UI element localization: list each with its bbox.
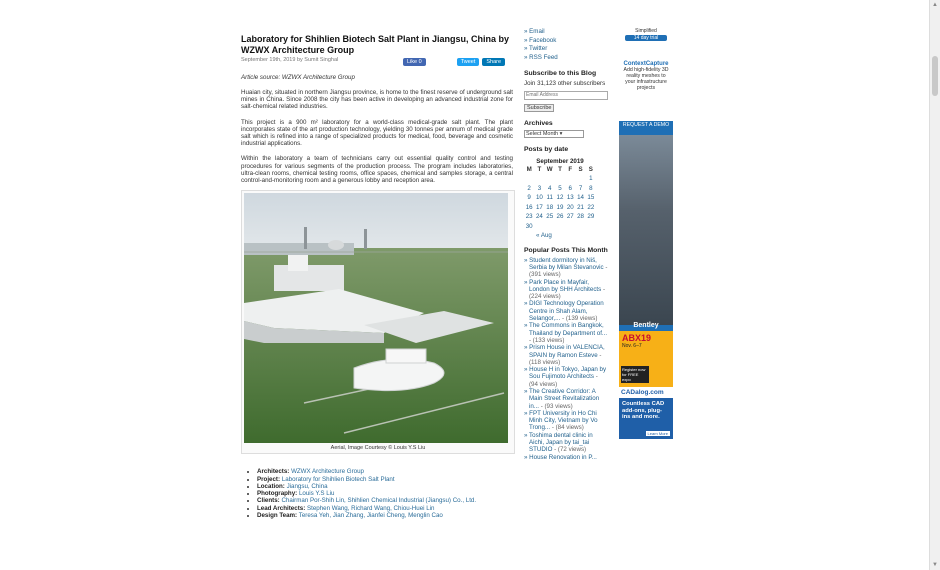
calendar-days xyxy=(524,174,596,232)
article-source: Article source: WZWX Architecture Group xyxy=(241,74,355,81)
popular-post-link[interactable]: » DIGI Technology Operation Centre in Shah Alam, Selangor,... xyxy=(524,300,604,323)
detail-label: Design Team: xyxy=(257,512,298,520)
bentley-ad[interactable] xyxy=(619,53,673,331)
calendar-day-link[interactable]: 26 xyxy=(556,213,564,221)
calendar-title: September 2019 xyxy=(536,157,584,165)
weekday: M xyxy=(526,165,532,173)
calendar-day[interactable] xyxy=(586,212,596,222)
bentley-ad-heading: ContextCapture xyxy=(623,61,669,67)
abx-ad-name: ABX19 xyxy=(622,333,652,343)
calendar-day-link[interactable]: 15 xyxy=(587,194,595,202)
chevron-down-icon: ▾ xyxy=(559,130,563,137)
calendar-day[interactable] xyxy=(545,193,555,203)
article-figure xyxy=(241,190,515,454)
aerial-photo-illustration xyxy=(244,193,508,443)
project-details xyxy=(257,468,513,519)
city-image xyxy=(619,135,673,325)
paragraph: This project is a 900 m² laboratory for a world-class medical-grade salt plant. The plant incorporates state of the art production technology, yielding 30 tonnes per annum of medical grade salt which is refined into a range of specialized products for medical, food, beverage and cosmetic industrial applications. xyxy=(241,118,513,148)
calendar-day-link[interactable]: 22 xyxy=(587,203,595,211)
image-caption: Aerial, Image Courtesy © Louis Y.S Liu xyxy=(330,445,426,452)
calendar-day[interactable] xyxy=(575,212,585,222)
weekday: T xyxy=(558,165,562,173)
calendar-day xyxy=(575,222,585,232)
popular-post-views: - (391 views) xyxy=(529,263,608,279)
calendar-day xyxy=(524,174,534,184)
calendar-day xyxy=(575,174,585,184)
calendar-day-link[interactable]: 27 xyxy=(566,213,574,221)
calendar-day[interactable] xyxy=(565,212,575,222)
calendar-day-link[interactable]: 14 xyxy=(577,194,584,202)
request-demo-button[interactable]: REQUEST A DEMO xyxy=(619,122,673,128)
popular-post-views: - (93 views) xyxy=(540,402,573,410)
detail-value: Louis Y.S Liu xyxy=(298,490,335,498)
follow-twitter-link[interactable]: » Twitter xyxy=(524,45,548,52)
calendar xyxy=(524,158,596,239)
archives-heading: Archives xyxy=(524,119,553,127)
detail-value: Jiangsu, China xyxy=(286,482,328,490)
subscribe-text: Join 31,123 other subscribers xyxy=(524,80,606,87)
detail-value: Chairman Por-Shih Lin, Shihlien Chemical Industrial (Jiangsu) Co., Ltd. xyxy=(281,497,477,505)
popular-post-views: - (139 views) xyxy=(562,315,598,323)
calendar-day[interactable] xyxy=(524,193,534,203)
detail-label: Location: xyxy=(257,482,285,490)
abx-ad-dates: Nov. 6–7 xyxy=(622,343,642,349)
calendar-week xyxy=(524,222,596,232)
calendar-week xyxy=(524,212,596,222)
calendar-day xyxy=(555,222,565,232)
calendar-day-link[interactable]: 13 xyxy=(566,194,574,202)
scrollbar-thumb[interactable] xyxy=(932,56,938,96)
popular-post-views: - (72 views) xyxy=(554,446,587,454)
page-scrollbar[interactable] xyxy=(929,0,940,570)
detail-label: Project: xyxy=(257,475,281,483)
popular-post-item[interactable] xyxy=(524,366,608,388)
calendar-day-link[interactable]: 10 xyxy=(535,194,543,202)
calendar-day[interactable] xyxy=(534,212,544,222)
calendar-day-link[interactable]: 8 xyxy=(589,184,593,192)
popular-post-item[interactable] xyxy=(524,257,608,279)
paragraph: Huaian city, situated in northern Jiangsu province, is home to the finest reserve of underground salt mines in China. Since 2008 the city has been active in developing an advanced industrial zone for salt-chemical related industries. xyxy=(241,89,513,111)
calendar-day xyxy=(534,222,544,232)
calendar-day[interactable] xyxy=(534,193,544,203)
detail-label: Photography: xyxy=(257,490,298,498)
popular-post-link[interactable]: » Park Place in Mayfair, London by SHH Architects xyxy=(524,278,602,293)
calendar-week xyxy=(524,184,596,194)
popular-post-link[interactable]: » House H in Tokyo, Japan by Sou Fujimoto Architects xyxy=(524,366,607,381)
calendar-day[interactable] xyxy=(555,212,565,222)
calendar-day[interactable] xyxy=(555,203,565,213)
article-title: Laboratory for Shihlien Biotech Salt Plant in Jiangsu, China by WZWX Architecture Group xyxy=(241,34,510,55)
calendar-prev-link[interactable]: « Aug xyxy=(536,231,552,239)
popular-post-views: - (94 views) xyxy=(529,373,598,388)
popular-post-link[interactable]: » Prism House in VALENCIA, SPAIN by Ramon Esteve xyxy=(524,344,605,359)
calendar-day[interactable] xyxy=(586,193,596,203)
calendar-day xyxy=(545,222,555,232)
calendar-day[interactable] xyxy=(524,222,534,232)
calendar-day-link[interactable]: 11 xyxy=(546,194,553,202)
weekday: F xyxy=(568,165,573,173)
article xyxy=(241,34,513,519)
calendar-day[interactable] xyxy=(524,184,534,194)
abx-register-button[interactable]: Register now for FREE expo xyxy=(621,366,649,383)
calendar-day-link[interactable]: 19 xyxy=(556,203,564,211)
calendar-day xyxy=(534,174,544,184)
bentley-ad-text xyxy=(619,53,673,121)
detail-value: Laboratory for Shihlien Biotech Salt Plant xyxy=(281,475,395,483)
calendar-day-link[interactable]: 4 xyxy=(547,184,552,192)
subscribe-heading: Subscribe to this Blog xyxy=(524,70,597,77)
popular-post-views: - (118 views) xyxy=(529,351,602,366)
detail-value: Stephen Wang, Richard Wang, Chiou-Huei Lin xyxy=(307,504,435,512)
calendar-day-link[interactable]: 18 xyxy=(546,203,554,211)
scroll-up-icon[interactable]: ▲ xyxy=(932,2,938,8)
calendar-day[interactable] xyxy=(534,203,544,213)
calendar-day-link[interactable]: 25 xyxy=(546,213,554,221)
calendar-week xyxy=(524,193,596,203)
detail-lead-architects xyxy=(257,505,513,512)
calendar-table xyxy=(524,165,596,232)
calendar-day xyxy=(586,222,596,232)
calendar-day[interactable] xyxy=(565,193,575,203)
popular-post-item[interactable] xyxy=(524,432,608,454)
aerial-photo[interactable] xyxy=(244,193,508,443)
popular-post-link[interactable]: » FPT University in Ho Chi Minh City, Vietnam by Vo Trong... xyxy=(524,409,598,432)
popular-posts-list xyxy=(524,257,608,461)
weekday: S xyxy=(578,165,583,173)
calendar-day[interactable] xyxy=(524,203,534,213)
calendar-day-link[interactable]: 1 xyxy=(589,175,593,183)
calendar-day[interactable] xyxy=(575,184,585,194)
popular-post-item[interactable] xyxy=(524,454,608,461)
popular-post-item[interactable] xyxy=(524,388,608,410)
facebook-like-button[interactable]: Like 0 xyxy=(403,58,426,66)
detail-label: Clients: xyxy=(257,497,280,505)
detail-project xyxy=(257,476,513,483)
detail-design-team xyxy=(257,512,513,519)
calendar-day-link[interactable]: 23 xyxy=(525,213,533,221)
calendar-day[interactable] xyxy=(575,193,585,203)
abx-ad[interactable] xyxy=(619,331,673,387)
calendar-day-link[interactable]: 3 xyxy=(537,184,542,192)
calendar-day-link[interactable]: 5 xyxy=(558,184,562,192)
weekday: T xyxy=(537,165,542,173)
cadalog-ad-text: Countless CAD add-ons, plug-ins and more. xyxy=(622,401,665,420)
trial-ad-button[interactable]: 14 day trial xyxy=(625,35,667,41)
calendar-day-link[interactable]: 28 xyxy=(577,213,584,221)
calendar-day xyxy=(545,174,555,184)
calendar-day[interactable] xyxy=(586,184,596,194)
calendar-day-link[interactable]: 9 xyxy=(527,194,531,202)
popular-posts-heading: Popular Posts This Month xyxy=(524,246,608,254)
calendar-day-link[interactable]: 12 xyxy=(556,194,564,202)
follow-facebook-link[interactable]: » Facebook xyxy=(524,36,557,44)
popular-post-item[interactable] xyxy=(524,344,608,366)
email-input[interactable] xyxy=(524,91,608,100)
popular-post-link[interactable]: » Toshima dental clinic in Aichi, Japan by tai_tai STUDIO xyxy=(524,431,593,454)
weekday: W xyxy=(546,165,553,173)
calendar-day-link[interactable]: 29 xyxy=(587,213,595,221)
bentley-logo: Bentley xyxy=(633,322,659,329)
calendar-day[interactable] xyxy=(555,184,565,194)
detail-label: Architects: xyxy=(257,468,290,476)
calendar-day-link[interactable]: 20 xyxy=(566,203,574,211)
popular-post-item[interactable] xyxy=(524,279,608,301)
detail-value: Teresa Yeh, Jian Zhang, Jianfei Cheng, Menglin Cao xyxy=(298,512,443,520)
follow-rss-link[interactable]: » RSS Feed xyxy=(524,53,558,61)
calendar-day[interactable] xyxy=(545,184,555,194)
calendar-day-link[interactable]: 2 xyxy=(527,184,531,192)
calendar-week xyxy=(524,174,596,184)
detail-clients xyxy=(257,497,513,504)
share-bar xyxy=(403,58,505,66)
trial-ad-text: Simplified xyxy=(635,28,657,34)
calendar-day-link[interactable]: 24 xyxy=(535,213,543,221)
calendar-day xyxy=(565,174,575,184)
calendar-day[interactable] xyxy=(545,203,555,213)
popular-post-item[interactable] xyxy=(524,322,608,344)
paragraph: Within the laboratory a team of technicians carry out essential quality control and testing procedures for various segments of the production process. The program includes laboratories, ultra-clean rooms, chemical testing rooms, office spaces, chemical and samples storage, a central control-and-monitoring room and a generous lobby and reception area. xyxy=(241,155,513,185)
popular-post-link[interactable]: » The Creative Corridor: A Main Street Revitalization in... xyxy=(524,388,600,410)
detail-label: Lead Architects: xyxy=(257,504,306,512)
calendar-day-link[interactable]: 21 xyxy=(577,203,584,211)
popular-post-views: - (224 views) xyxy=(529,285,606,301)
popular-post-item[interactable] xyxy=(524,410,608,432)
calendar-day[interactable] xyxy=(545,212,555,222)
calendar-day[interactable] xyxy=(586,174,596,184)
calendar-day-link[interactable]: 7 xyxy=(578,184,583,192)
calendar-day[interactable] xyxy=(534,184,544,194)
bentley-ad-body: Add high-fidelity 3D reality meshes to your infrastructure projects xyxy=(623,67,669,91)
sidebar xyxy=(524,28,608,461)
popular-post-views: - (133 views) xyxy=(529,336,565,344)
calendar-day[interactable] xyxy=(565,184,575,194)
popular-post-item[interactable] xyxy=(524,300,608,322)
detail-photography xyxy=(257,490,513,497)
subscribe-button[interactable]: Subscribe xyxy=(524,104,554,112)
calendar-week xyxy=(524,203,596,213)
calendar-day[interactable] xyxy=(575,203,585,213)
detail-architects xyxy=(257,468,513,475)
tweet-button[interactable]: Tweet xyxy=(457,58,480,66)
ad-column xyxy=(619,28,673,439)
popular-post-link[interactable]: » Student dormitory in Niš, Serbia by Milan Stevanovic xyxy=(524,256,604,271)
calendar-day-link[interactable]: 30 xyxy=(525,223,533,231)
popular-post-link[interactable]: » House Renovation in P... xyxy=(524,453,597,461)
calendar-day[interactable] xyxy=(586,203,596,213)
detail-location xyxy=(257,483,513,490)
cadalog-ad[interactable] xyxy=(619,387,673,439)
scroll-down-icon[interactable]: ▼ xyxy=(932,562,938,568)
calendar-day xyxy=(565,222,575,232)
cadalog-learn-more-button[interactable]: Learn More xyxy=(647,431,668,436)
weekday: S xyxy=(588,165,593,173)
calendar-day-link[interactable]: 16 xyxy=(525,203,533,211)
calendar-day[interactable] xyxy=(555,193,565,203)
calendar-day-link[interactable]: 17 xyxy=(535,203,543,211)
popular-post-link[interactable]: » The Commons in Bangkok, Thailand by Department of... xyxy=(524,322,608,337)
popular-post-views: - (84 views) xyxy=(551,424,584,432)
calendar-day-link[interactable]: 6 xyxy=(568,184,572,192)
linkedin-share-button[interactable]: Share xyxy=(482,58,505,66)
calendar-day[interactable] xyxy=(524,212,534,222)
archives-select[interactable] xyxy=(524,130,584,138)
detail-value[interactable]: WZWX Architecture Group xyxy=(291,468,364,476)
calendar-day[interactable] xyxy=(565,203,575,213)
trial-ad[interactable] xyxy=(619,28,673,46)
posts-by-date-heading: Posts by date xyxy=(524,145,569,153)
cadalog-logo: CADalog.com xyxy=(619,387,673,398)
article-meta: September 19th, 2019 by Sumit Singhal xyxy=(241,57,339,63)
follow-email-link[interactable]: » Email xyxy=(524,28,545,35)
archives-select-value: Select Month xyxy=(526,130,559,137)
calendar-day xyxy=(555,174,565,184)
